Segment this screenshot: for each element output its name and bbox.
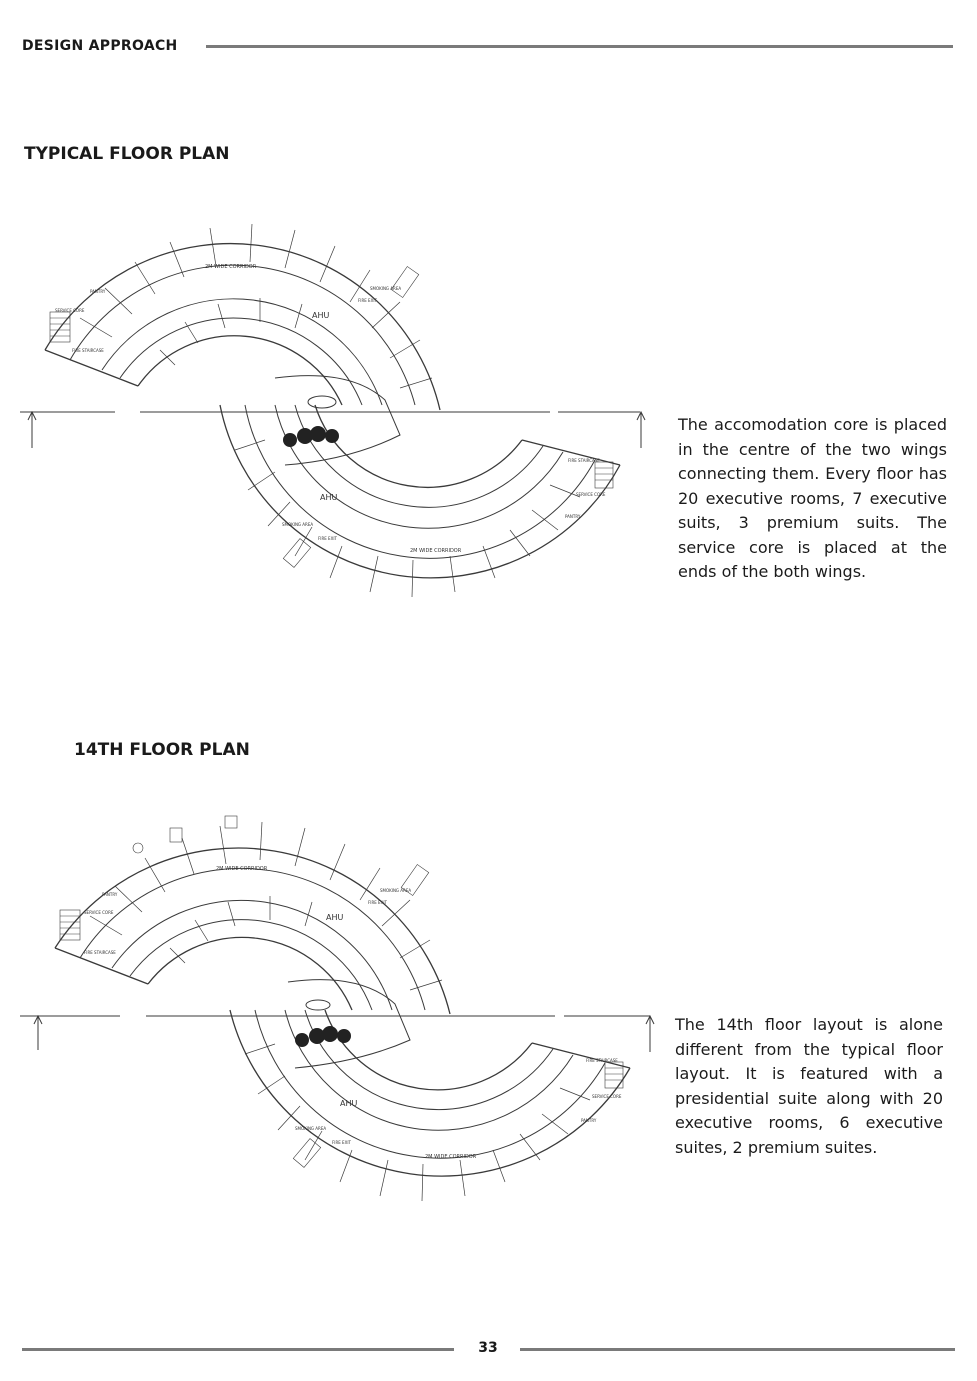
label-service-core-left: SERVICE CORE [84,910,114,915]
section-title-typical: TYPICAL FLOOR PLAN [24,144,230,164]
label-service-core-left: SERVICE CORE [55,308,85,313]
footer-rule-right [520,1348,955,1351]
label-ahu-bottom: AHU [340,1099,358,1108]
page-header-title: DESIGN APPROACH [22,38,178,54]
fourteenth-floor-plan [20,800,660,1230]
typical-floor-plan-drawing [20,200,660,620]
label-fire-exit-top: FIRE EXIT [358,298,377,303]
label-service-core-right: SERVICE CORE [592,1094,622,1099]
page-number: 33 [478,1340,498,1356]
label-fire-staircase-right: FIRE STAIRCASE [568,458,600,463]
label-service-core-right: SERVICE CORE [576,492,606,497]
fourteenth-floor-plan-drawing [20,800,660,1230]
label-fire-exit-bottom: FIRE EXIT [332,1140,351,1145]
label-ahu-top: AHU [312,311,330,320]
label-fire-staircase-left: FIRE STAIRCASE [72,348,104,353]
label-ahu-top: AHU [326,913,344,922]
label-ahu-bottom: AHU [320,493,338,502]
header-rule [206,45,953,48]
label-smoking-area-top: SMOKING AREA [380,888,412,893]
label-pantry-left: PANTRY [90,289,106,294]
label-fire-staircase-right: FIRE STAIRCASE [586,1058,618,1063]
label-smoking-area-bottom: SMOKING AREA [295,1126,327,1131]
typical-plan-description: The accomodation core is placed in the centre of the two wings connecting them. Every floor has 20 executive rooms, 7 executive suits, 3 premium suits. The service core is placed at the ends of the both wings. [678,415,947,581]
label-pantry-right: PANTRY [565,514,581,519]
footer-rule-left [22,1348,454,1351]
label-corridor-bottom: 2M WIDE CORRIDOR [410,548,462,554]
label-smoking-area-bottom: SMOKING AREA [282,522,314,527]
section-title-14th: 14TH FLOOR PLAN [74,740,250,760]
label-smoking-area-top: SMOKING AREA [370,286,402,291]
label-pantry-left: PANTRY [102,892,118,897]
label-fire-exit-top: FIRE EXIT [368,900,387,905]
label-pantry-right: PANTRY [581,1118,597,1123]
label-corridor-top: 2M WIDE CORRIDOR [205,264,257,270]
typical-floor-plan [20,200,660,620]
label-fire-staircase-left: FIRE STAIRCASE [84,950,116,955]
fourteenth-plan-description: The 14th floor layout is alone different from the typical floor layout. It is featured with a presidential suite along with 20 executive rooms, 6 executive suites, 2 premium suites. [675,1015,943,1157]
label-corridor-top: 2M WIDE CORRIDOR [216,866,268,872]
label-fire-exit-bottom: FIRE EXIT [318,536,337,541]
label-corridor-bottom: 2M WIDE CORRIDOR [425,1154,477,1160]
